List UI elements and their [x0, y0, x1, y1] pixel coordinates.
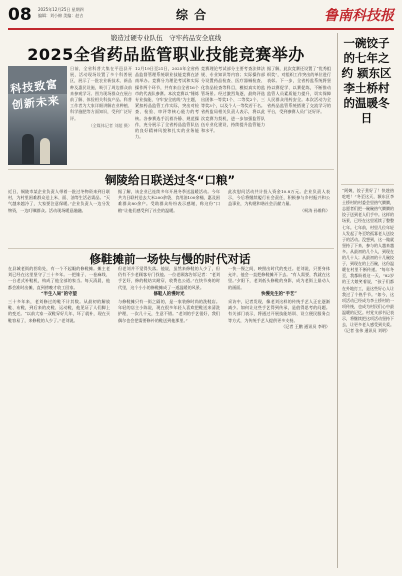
divider: [8, 248, 334, 249]
article3-subhead-2: 修鞋人的慢时光: [153, 291, 185, 297]
article1-col1: 12月19日至21日，2025年全省药品监督管理系统职业技能竞赛在济南举办。竞赛分为理论考试和实际操作两个环节，共有来自全省16个市的代表队参赛。本次竞赛以“锤炼专业技能、守牢安全底线”为主题，紧扣药品监管工作实际，突出对检查、检验、审评等核心能力的考核。各参赛选手沉着冷静、规范操作，充分展示了全省药品监管队伍的良好精神风貌和扎实的业务能力。: [135, 66, 199, 140]
article3-subhead-1: “半生入局”的守望: [41, 291, 77, 297]
photo-title: 科技致富 创新未来: [9, 77, 61, 112]
column-divider: [337, 33, 338, 568]
article3-col1: [8, 266, 110, 566]
page-number: 08: [8, 5, 32, 25]
article1-col3: 据了解，此次竞赛还设置了“优秀组织奖”，对组织工作突出的单位进行表彰。下一步，全省药监系统将坚持以赛促学、以赛促练，不断推动监管人员素质能力提升，切实保障人民群众用药安全。本次活动为全省药品监管系统搭建了交流学习的平台，受到参赛人员广泛好评。: [267, 66, 331, 115]
article3-para: 采访中，记者发现，像老刘这样的传统手艺人正在逐渐减少。如何让这些手艺得到传承，是值得思考的问题。有关部门表示，将通过开展技能培训、设立便民服务点等方式，为传统手艺人提供更多支持。: [228, 299, 330, 323]
article3-subhead-3: 快慢先生的“手艺”: [261, 291, 297, 297]
editor-line: 编辑：刘小棉 美编：赵吉: [38, 13, 84, 18]
subheadline: 铜陵给日联送过冬“口粮”: [104, 173, 236, 187]
photo-caption: 日前，全省科普大集在平邑县开展，活动现场设置了多个科普展区，展示了一批农业新技术、新品种及惠民设施，吸引了周边群众前来参观学习。图为现场群众在展台前了解、体验相关科技产品。科普工作者为大家详细讲解农业种植、科学施肥等方面知识，受到广泛好评。: [70, 66, 132, 121]
section-name: 综 合: [176, 8, 208, 22]
article3-para: 与修鞋摊只有一街之隔的，是一家装修时尚的洗鞋店。年轻的店主小陈说，现在很多年轻人喜欢把鞋送来清洗护理，一次几十元，生意不错。“老刘的手艺很好，我们偶尔也会把需要修补的鞋送到他那里。”: [118, 299, 220, 323]
article3-para: 但老刘并不觉得失落。他说，虽然来修鞋的人少了，但仍有不少老顾客专门找他。一位老顾客告诉记者：“老刘手艺好，修的鞋结实耐穿，收费也公道。”在快节奏的时代里，这个小小的修鞋摊成了一道温暖的风景。: [118, 266, 220, 290]
main-headline: 2025全省药品监管职业技能竞赛举办: [27, 45, 305, 64]
headline-2: 修鞋摊前一场快与慢的时代对话: [89, 252, 251, 266]
photo-caption-block: [70, 66, 132, 169]
article2-credit: （柯涛 孙维科）: [300, 207, 330, 213]
article2-col3: [228, 189, 330, 247]
article3-col3: [228, 266, 330, 566]
article3-para: 在县城老街的拐角处，有一个不起眼的修鞋摊。摊主老刘已经在这里坚守了三十多年。一把锥子、一卷麻线、一台老式补鞋机，构成了他全部的家当。每天清晨，他都会准时出摊，直到傍晚才收工回家。: [8, 266, 110, 290]
article3-para: 三十多年来，老刘修过的鞋不计其数。从最初的解放鞋、布鞋，到后来的皮鞋、运动鞋，他见证了人们脚上的变迁。“以前大家一双鞋穿好几年，坏了就补，现在买鞋容易了，来修鞋的人少了。”老刘说。: [8, 299, 110, 323]
article2-col2: 据了解，该企业已连续多年开展冬季送温暖活动。今年共为日联村送去大米200余袋、食用油100余桶，惠及困难群众80余户。受助群众纷纷表示感谢，称这份“口粮”让他们感受到了社会的温暖。: [118, 189, 220, 213]
header-rule: [8, 28, 394, 30]
photo-credit: （全媒体记者 刘超 摄）: [88, 122, 132, 128]
date-info: [38, 7, 84, 19]
page-header: [8, 5, 394, 27]
kicker: 锻造过硬专业队伍 守牢药品安全底线: [110, 34, 222, 42]
divider: [341, 184, 394, 185]
issue-date: 2025年12月25日 星期四: [38, 7, 84, 12]
article1-col2: 竞赛理论考试部分主要考查法律法规、专业知识等内容；实际操作部分设置药品检查、医疗器械检查、化妆品检查等科目，模拟真实的监管场景。经过激烈角逐，最终评选出团体一等奖1个、二等奖2个、三等奖3个，以及个人一等奖若干名。省药监局相关负责人表示，将以此次竞赛为契机，进一步加强监管队伍专业化建设，持续提升监管能力和水平。: [201, 66, 265, 134]
newspaper-logo: 鲁南科技报: [324, 8, 394, 24]
article2-text: 此次慰问活动共计投入资金10.8万元。企业负责人表示，今后将继续履行社会责任，积极参与乡村振兴和公益事业，为构建和谐社会贡献力量。: [228, 189, 330, 207]
article3-para: 一快一慢之间，映照出时代的变迁。老刘说，只要身体允许，他会一直把修鞋摊开下去。“有人需要，我就在这里。”夕阳下，老刘低头修鞋的身影，成为老街上最动人的画面。: [228, 266, 330, 290]
divider: [8, 169, 334, 170]
article3-col2: [118, 266, 220, 566]
news-photo: [8, 66, 67, 165]
right-column-text: “阿姨，饺子煮好了！快趁热吃吧！”冬至这天，颍东区李土桥村的村委会里热气腾腾，志愿者们把一碗碗热气腾腾的饺子送到老人们手中。这样的场景，已经在这里延续了整整七年。七年前，村里几位年轻人发起了冬至给孤寡老人送饺子的活动。没想到，这一做就坚持了下来，参与的人越来越多。从最初的几个人，到现在的几十人；从最初的十几碗饺子，到现在的上百碗，这份温暖在村里不断传递。“每年冬至，我都盼着这一天。”82岁的王大娘笑着说，“孩子们都在外地打工，是这些好心人让我过了个热乎节。”如今，这项活动已经成为李土桥村的一项传统，也成为村民们心中最温暖的记忆。村党支部书记表示，将继续把这项活动坚持下去，让更多老人感受到关爱。（记者 张伟 通讯员 刘明）: [342, 188, 394, 334]
article2-col1: 近日，铜陵市某企业负责人带着一批过冬物资来到日联村，为村里困难群众送上米、面、油等生活必需品。“天气越来越冷了，大家要注意保暖。”企业负责人一边分发物资，一边叮嘱群众。活动现场暖意融融。: [8, 189, 110, 213]
article3-credit: （记者 王鹏 通讯员 李明）: [281, 323, 330, 329]
vertical-headline: 一碗饺子的七年之约 颍东区李土桥村的温暖冬日: [341, 36, 392, 125]
